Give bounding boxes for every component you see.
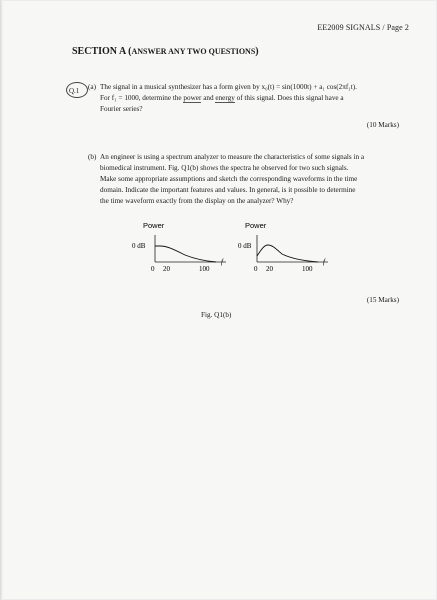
spectrum-plot-2 — [238, 221, 328, 273]
part-a-marks: (10 Marks) — [366, 121, 399, 129]
plot-1-x-var: f — [221, 258, 223, 266]
part-a-line-1: The signal in a musical synthesizer has a form given by x₀(t) = sin(1000t) + a₁ cos(2πf₁t). — [100, 83, 357, 91]
plot-1-spectrum-curve — [155, 246, 216, 262]
power-word-underlined: power — [183, 94, 202, 102]
part-a-line-2-pre: For f₁ = 1000, determine the — [100, 94, 184, 102]
section-title-end: ) — [255, 46, 259, 57]
energy-word-underlined: energy — [215, 94, 235, 102]
part-a-line-3: Fourier series? — [100, 105, 143, 113]
spectrum-plot-1 — [132, 221, 226, 273]
page-header: EE2009 SIGNALS / Page 2 — [317, 23, 409, 32]
part-b-line-4: domain. Indicate the important features and values. In general, is it possible to determine — [100, 186, 356, 194]
figure-caption: Fig. Q1(b) — [201, 311, 232, 319]
plot-1-tick-100: 100 — [199, 265, 210, 273]
part-b-line-2: biomedical instrument. Fig. Q1(b) shows the spectra he observed for two such signals. — [100, 164, 349, 172]
part-b-line-1: An engineer is using a spectrum analyzer to measure the characteristics of some signals in a — [100, 153, 365, 161]
plot-2-tick-0: 0 — [254, 265, 258, 273]
plot-1-title: Power — [143, 221, 165, 230]
question-number-circled: Q.1 — [66, 82, 88, 98]
plot-2-tick-20: 20 — [266, 265, 273, 273]
section-title-instruction: ANSWER ANY TWO QUESTIONS — [131, 47, 256, 56]
part-b-line-5: the time waveform exactly from the display on the analyzer? Why? — [100, 197, 294, 205]
part-a-label: (a) — [88, 83, 96, 91]
part-b-line-3: Make some appropriate assumptions and sketch the corresponding waveforms in the time — [100, 175, 358, 183]
plot-2-x-var: f — [323, 258, 325, 266]
plot-2-spectrum-curve — [257, 245, 318, 262]
plot-1-tick-20: 20 — [163, 265, 170, 273]
section-title-main: SECTION A ( — [72, 46, 132, 57]
part-a-line-2-post: of this signal. Does this signal have a — [234, 94, 344, 102]
plot-2-tick-100: 100 — [302, 265, 313, 273]
plot-1-tick-0: 0 — [151, 265, 155, 273]
plot-2-title: Power — [245, 221, 267, 230]
plot-2-yref-label: 0 dB — [238, 242, 252, 250]
plot-1-yref-label: 0 dB — [132, 242, 146, 250]
part-b-marks: (15 Marks) — [366, 296, 399, 304]
part-a-and: and — [201, 94, 216, 102]
part-b-label: (b) — [88, 153, 97, 161]
